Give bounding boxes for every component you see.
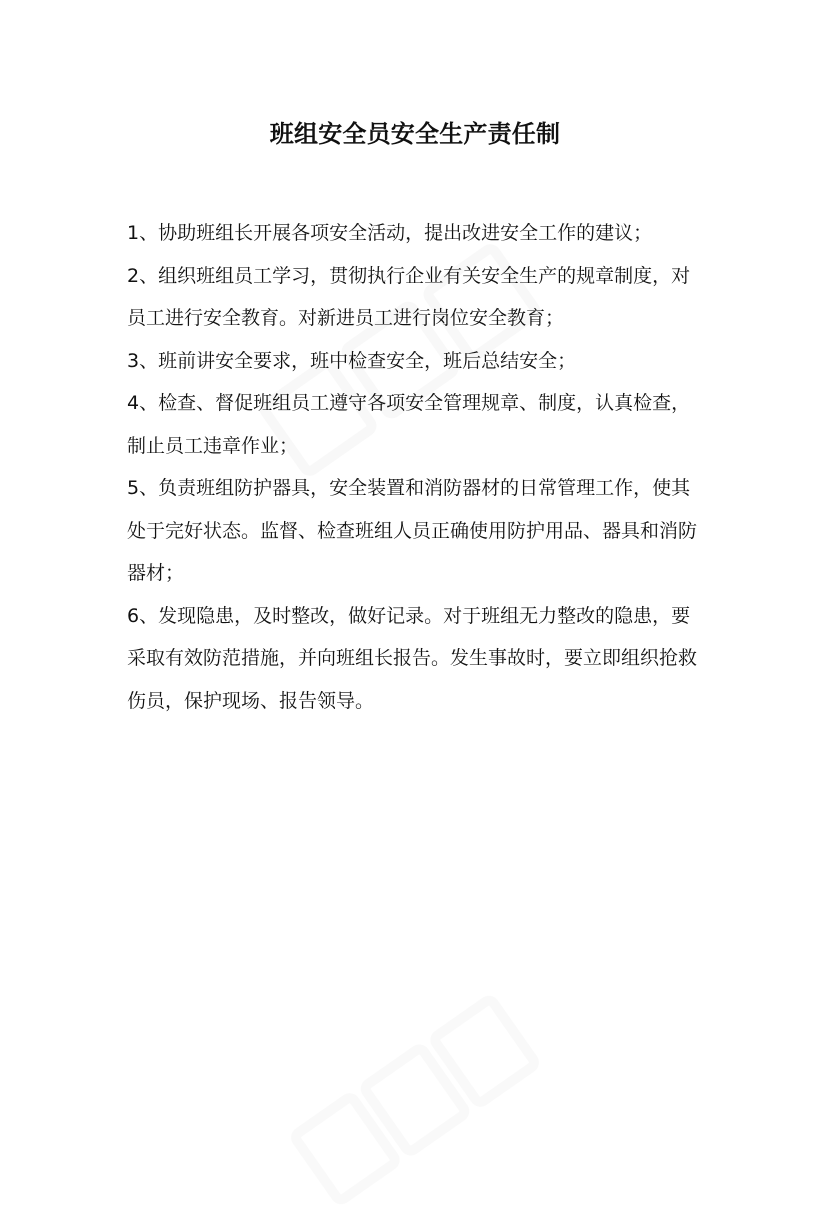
paragraph-line: 制止员工违章作业；: [127, 434, 299, 457]
paragraph-3: [127, 340, 709, 383]
paragraph-line: 器材；: [127, 562, 185, 584]
paragraph-line: 3、班前讲安全要求，班中检查安全，班后总结安全；: [127, 349, 577, 372]
document-body: [127, 212, 709, 722]
paragraph-line: 2、组织班组员工学习，贯彻执行企业有关安全生产的规章制度，对: [127, 264, 691, 287]
paragraph-4: [127, 382, 709, 467]
paragraph-2: [127, 255, 709, 340]
paragraph-line: 采取有效防范措施，并向班组长报告。发生事故时，要立即组织抢救: [127, 647, 698, 669]
paragraph-line: 6、发现隐患，及时整改，做好记录。对于班组无力整改的隐患，要: [127, 604, 691, 627]
paragraph-1: [127, 212, 709, 255]
paragraph-line: 伤员，保护现场、报告领导。: [127, 689, 375, 712]
paragraph-line: 员工进行安全教育。对新进员工进行岗位安全教育；: [127, 307, 565, 329]
paragraph-line: 5、负责班组防护器具，安全装置和消防器材的日常管理工作，使其: [127, 477, 691, 499]
paragraph-line: 1、协助班组长开展各项安全活动，提出改进安全工作的建议；: [127, 222, 653, 244]
paragraph-6: [127, 595, 709, 723]
document-title: 班组安全员安全生产责任制: [269, 120, 561, 148]
paragraph-5: [127, 467, 709, 595]
watermark-graphic-bottom: [274, 976, 556, 1223]
paragraph-line: 4、检查、督促班组员工遵守各项安全管理规章、制度，认真检查，: [127, 392, 691, 414]
paragraph-line: 处于完好状态。监督、检查班组人员正确使用防护用品、器具和消防: [127, 519, 698, 542]
